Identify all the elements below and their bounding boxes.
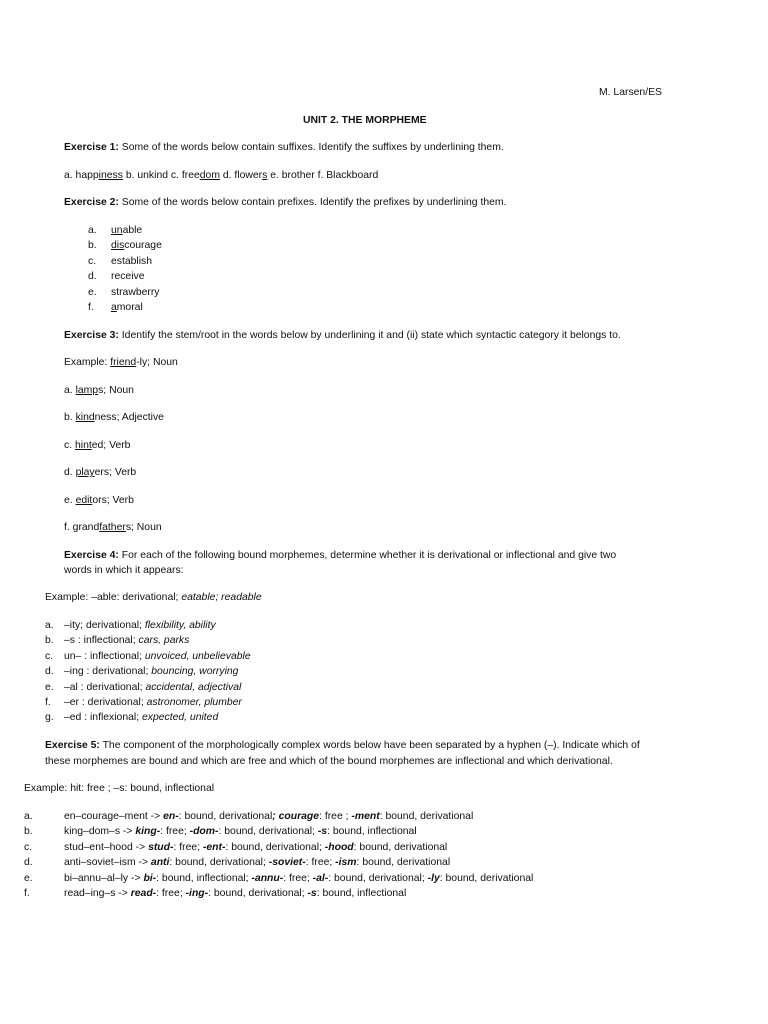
exercise-4-item-text (64, 650, 251, 663)
text-segment: : bound, derivational (439, 872, 534, 884)
exercise-2-text: Some of the words below contain prefixes. Identify the prefixes by underlining them. (118, 197, 507, 208)
text-segment: en–courage–ment -> (64, 811, 164, 822)
exercise-3-item (64, 411, 164, 424)
text-segment: expected, united (141, 712, 219, 724)
exercise-4-item-label: c. (45, 650, 54, 662)
morpheme-term: -s (307, 888, 317, 899)
exercise-5-item-text (64, 810, 473, 823)
exercise-2-item-text (111, 270, 145, 283)
morpheme-term: -ent- (202, 841, 226, 853)
text-segment: bouncing, worrying (151, 666, 239, 678)
text-segment: : free; (160, 826, 190, 838)
exercise-4-item-text (64, 696, 242, 709)
text-segment: king–dom–s -> (64, 826, 136, 838)
exercise-2-item-text (111, 301, 143, 314)
text-segment: anti–soviet–ism -> (64, 857, 151, 869)
exercise-3-instruction (64, 329, 621, 342)
exercise-2-item-label: f. (88, 302, 94, 313)
exercise-2-item-text (111, 286, 160, 299)
text-segment: : free ; (319, 811, 352, 822)
morpheme-term: -annu- (251, 872, 284, 884)
text-segment: b. (64, 412, 76, 424)
text-segment: bi–annu–al–ly -> (64, 872, 144, 884)
exercise-2-item-label: d. (88, 271, 97, 283)
exercise-4-item-text (64, 681, 241, 694)
text-segment: able (122, 225, 143, 236)
text-segment: s; Noun (125, 522, 162, 533)
exercise-3-text: Identify the stem/root in the words below by underlining it and (ii) state which syntactic category it belongs to. (118, 330, 621, 341)
text-segment: ed; Verb (91, 439, 131, 451)
exercise-4-item-text (64, 665, 238, 678)
morpheme-term: -hood (324, 841, 354, 853)
exercise-3-item (64, 439, 130, 452)
exercise-5-label: Exercise 5: (45, 740, 100, 751)
morpheme-term: en- (163, 811, 179, 822)
text-segment: : bound, derivational; (169, 857, 269, 869)
text-segment: establish (111, 255, 153, 267)
underlined-morpheme: edit (75, 494, 93, 506)
exercise-2-item-text (111, 239, 162, 252)
exercise-2-item-text (111, 255, 152, 268)
exercise-2-item-label: a. (88, 225, 97, 236)
text-segment: accidental, adjectival (145, 681, 242, 693)
text-segment: moral (116, 302, 143, 313)
exercise-4-item-label: g. (45, 712, 54, 724)
exercise-3-item (64, 384, 134, 397)
text-segment: unvoiced, unbelievable (144, 650, 251, 662)
exercise-5-item-text (64, 825, 417, 838)
underlined-morpheme: hint (74, 439, 92, 451)
exercise-5-example: Example: hit: free ; –s: bound, inflectional (24, 783, 215, 794)
text-segment: d. (64, 467, 76, 479)
underlined-morpheme: lamp (75, 385, 99, 396)
exercise-5-item-label: a. (24, 811, 33, 822)
text-segment: ors; Verb (92, 494, 134, 506)
exercise-4-instruction-cont: words in which it appears: (64, 565, 184, 576)
text-segment: b. unkind c. free (122, 170, 200, 181)
text-segment: : free; (305, 857, 336, 869)
text-segment: –ity; derivational; (64, 620, 145, 631)
exercise-4-item-text (64, 634, 189, 647)
morpheme-term: -ment (351, 811, 380, 822)
exercise-4-example (45, 591, 262, 604)
text-segment: d. flower (219, 170, 263, 181)
exercise-2-item-label: c. (88, 255, 97, 267)
text-segment: strawberry (111, 286, 160, 298)
exercise-3-example (64, 356, 178, 369)
exercise-4-label: Exercise 4: (64, 550, 119, 561)
exercise-4-item-label: a. (45, 620, 54, 631)
text-segment: ness; Adjective (94, 412, 164, 424)
exercise-5-item-label: f. (24, 888, 30, 899)
morpheme-term: -ly (427, 872, 440, 884)
text-segment: : free; (156, 888, 186, 899)
exercise-4-item-label: e. (45, 681, 54, 693)
text-segment: –ed : inflexional; (64, 712, 142, 724)
text-segment: : bound, inflectional (327, 826, 417, 838)
text-segment: stud–ent–hood -> (64, 841, 149, 853)
exercise-4-item-label: b. (45, 635, 54, 647)
exercise-5-item-label: e. (24, 872, 33, 884)
exercise-3-item (64, 466, 136, 479)
underlined-morpheme: dom (199, 170, 220, 181)
text-segment: courage (124, 240, 162, 252)
exercise-2-instruction (64, 196, 506, 209)
text-segment: receive (111, 271, 145, 283)
text-segment: Example: –able: derivational; (45, 592, 182, 603)
underlined-morpheme: a (111, 302, 117, 313)
exercise-5-item-label: c. (24, 841, 33, 853)
text-segment: : bound, derivational; (225, 841, 325, 853)
exercise-5-item-label: b. (24, 826, 33, 838)
morpheme-term: bi- (143, 872, 157, 884)
text-segment: f. grand (64, 522, 100, 533)
text-segment: : bound, derivational; (208, 888, 308, 899)
morpheme-term: -ism (335, 857, 357, 869)
morpheme-term: anti (150, 857, 170, 869)
exercise-5-item-text (64, 841, 447, 854)
morpheme-term: -al- (312, 872, 329, 884)
underlined-morpheme: dis (111, 240, 125, 252)
underlined-morpheme: iness (98, 170, 123, 181)
exercise-2-item-text (111, 224, 142, 237)
morpheme-term: king- (135, 826, 161, 838)
exercise-4-item-text (64, 619, 216, 632)
morpheme-term: -ing- (185, 888, 209, 899)
text-segment: Example: (64, 357, 111, 368)
text-segment: : free; (283, 872, 313, 884)
author-line: M. Larsen/ES (599, 87, 662, 98)
exercise-5-text: The component of the morphologically complex words below have been separated by a hyphen (–). Indicate which of (99, 740, 640, 751)
text-segment: astronomer, plumber (146, 697, 242, 708)
text-segment: e. (64, 494, 76, 506)
morpheme-term: -dom- (189, 826, 219, 838)
text-segment: un– : inflectional; (64, 650, 145, 662)
exercise-5-item-text (64, 856, 450, 869)
exercise-2-label: Exercise 2: (64, 197, 119, 208)
exercise-4-instruction (64, 549, 616, 562)
underlined-morpheme: friend (110, 357, 137, 368)
text-segment: –s : inflectional; (64, 635, 139, 647)
text-segment: : bound, derivational; (328, 872, 428, 884)
text-segment: : free; (173, 841, 203, 853)
text-segment: flexibility, ability (144, 620, 216, 631)
underlined-morpheme: s (262, 170, 268, 181)
exercise-1-words (64, 169, 378, 182)
morpheme-term: -s (317, 826, 328, 838)
morpheme-term: read- (130, 888, 157, 899)
text-segment: a. (64, 385, 76, 396)
exercise-1-label: Exercise 1: (64, 142, 119, 153)
exercise-4-text: For each of the following bound morphemes, determine whether it is derivational or inflectional and give two (118, 550, 617, 561)
text-segment: : bound, inflectional; (156, 872, 252, 884)
text-segment: -ly; Noun (136, 357, 178, 368)
exercise-4-item-label: d. (45, 666, 54, 678)
text-segment: s; Noun (98, 385, 134, 396)
exercise-5-item-text (64, 872, 533, 885)
morpheme-term: stud- (148, 841, 174, 853)
text-segment: c. (64, 439, 75, 451)
text-segment: : bound, derivational; (218, 826, 318, 838)
exercise-3-label: Exercise 3: (64, 330, 119, 341)
underlined-morpheme: un (111, 225, 123, 236)
text-segment: eatable; readable (181, 592, 262, 603)
exercise-4-item-label: f. (45, 697, 51, 708)
exercise-5-instruction (45, 739, 640, 752)
exercise-3-item (64, 521, 162, 534)
text-segment: a. happ (64, 170, 99, 181)
morpheme-term: ; courage (272, 811, 320, 822)
exercise-5-instruction-cont: these morphemes are bound and which are free and which of the bound morphemes are inflectional and which derivational. (45, 756, 613, 767)
exercise-5-item-text (64, 887, 406, 900)
text-segment: e. brother f. Blackboard (267, 170, 379, 181)
underlined-morpheme: play (75, 467, 95, 479)
exercise-1-instruction (64, 141, 504, 154)
underlined-morpheme: father (99, 522, 126, 533)
text-segment: : bound, derivational (356, 857, 451, 869)
underlined-morpheme: kind (75, 412, 95, 424)
text-segment: cars, parks (138, 635, 190, 647)
exercise-2-item-label: b. (88, 240, 97, 252)
text-segment: : bound, derivational (178, 811, 273, 822)
exercise-3-item (64, 494, 134, 507)
text-segment: –er : derivational; (64, 697, 147, 708)
exercise-2-item-label: e. (88, 286, 97, 298)
text-segment: –ing : derivational; (64, 666, 152, 678)
text-segment: : bound, derivational (379, 811, 474, 822)
morpheme-term: -soviet- (268, 857, 306, 869)
text-segment: : bound, inflectional (316, 888, 407, 899)
text-segment: read–ing–s -> (64, 888, 131, 899)
text-segment: ers; Verb (94, 467, 137, 479)
exercise-5-item-label: d. (24, 857, 33, 869)
exercise-4-item-text (64, 711, 218, 724)
text-segment: : bound, derivational (353, 841, 448, 853)
text-segment: –al : derivational; (64, 681, 146, 693)
exercise-1-text: Some of the words below contain suffixes. Identify the suffixes by underlining them. (118, 142, 504, 153)
unit-title: UNIT 2. THE MORPHEME (303, 115, 427, 126)
